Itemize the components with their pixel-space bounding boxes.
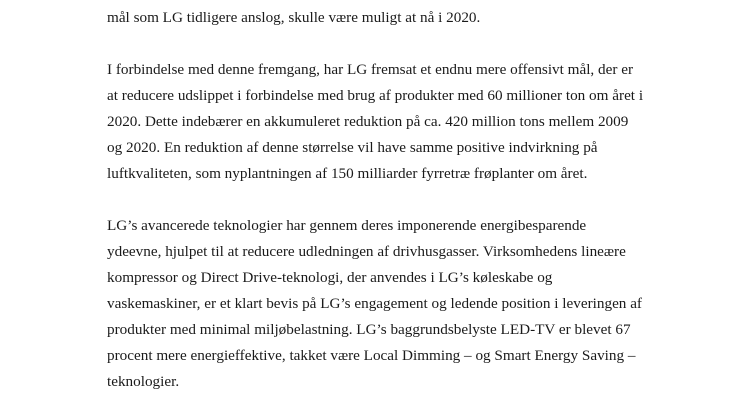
paragraph-3-line-7: teknologier. [107, 373, 180, 390]
paragraph-3-line-6: procent mere energieffektive, takket være Local Dimming – og Smart Energy Saving – [107, 347, 636, 364]
paragraph-2-line-5: luftkvaliteten, som nyplantningen af 150 milliarder fyrretræ frøplanter om året. [107, 165, 588, 182]
paragraph-1-line-1: mål som LG tidligere anslog, skulle være muligt at nå i 2020. [107, 9, 481, 26]
paragraph-2-line-4: og 2020. En reduktion af denne størrelse vil have samme positive indvirkning på [107, 139, 598, 156]
paragraph-3-line-1: LG’s avancerede teknologier har gennem deres imponerende energibesparende [107, 217, 587, 234]
paragraph-2-line-1: I forbindelse med denne fremgang, har LG fremsat et endnu mere offensivt mål, der er [107, 61, 634, 78]
paragraph-3-line-5: produkter med minimal miljøbelastning. LG’s baggrundsbelyste LED-TV er blevet 67 [107, 321, 631, 338]
paragraph-2-line-3: 2020. Dette indebærer en akkumuleret reduktion på ca. 420 million tons mellem 2009 [107, 113, 629, 130]
paragraph-3-line-2: ydeevne, hjulpet til at reducere udledningen af drivhusgasser. Virksomhedens lineære [107, 243, 626, 260]
paragraph-3-line-3: kompressor og Direct Drive-teknologi, der anvendes i LG’s køleskabe og [107, 269, 553, 286]
paragraph-3-line-4: vaskemaskiner, er et klart bevis på LG’s engagement og ledende position i leveringen af [107, 295, 642, 312]
paragraph-2-line-2: at reducere udslippet i forbindelse med brug af produkter med 60 millioner ton om året i [107, 87, 644, 104]
